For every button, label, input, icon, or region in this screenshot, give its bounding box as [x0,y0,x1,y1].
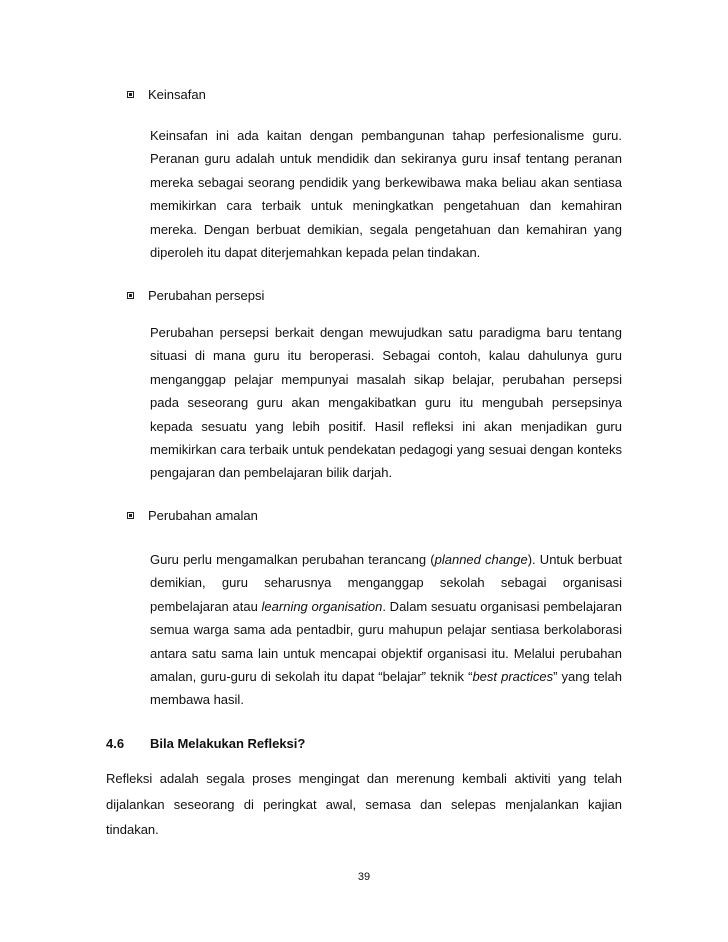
square-bullet-icon [127,91,134,98]
paragraph-keinsafan [150,124,622,264]
text-run: ). Untuk berbuat demikian, guru seharusnya menganggap sekolah sebagai organisasi pembelajaran atau [150,552,623,614]
paragraph-text: Perubahan persepsi berkait dengan mewujudkan satu paradigma baru tentang situasi di mana guru itu beroperasi. Sebagai contoh, kalau dahulunya guru menganggap pelajar mempunyai masalah sikap belajar, perubahan persepsi pada seseorang guru akan mengakibatkan guru itu mengubah persepsinya kepada sesuatu yang lebih positif. Hasil refleksi ini akan menjadikan guru memikirkan cara terbaik untuk pendekatan pedagogi yang sesuai dengan konteks pengajaran dan pembelajaran bilik darjah. [150,325,622,481]
square-bullet-icon [127,512,134,519]
paragraph-perubahan-amalan [150,548,622,712]
bullet-heading-label: Perubahan persepsi [148,288,265,303]
paragraph-perubahan-persepsi [150,321,622,485]
bullet-heading-label: Keinsafan [148,87,206,102]
italic-term: best practices [472,669,554,685]
section-heading-4-6 [106,735,305,753]
bullet-heading-label: Perubahan amalan [148,508,258,523]
paragraph-text: Refleksi adalah segala proses mengingat dan merenung kembali aktiviti yang telah dijalankan seseorang di peringkat awal, semasa dan selepas menjalankan kajian tindakan. [106,771,622,837]
bullet-heading-keinsafan [127,86,206,104]
bullet-heading-perubahan-amalan [127,507,258,525]
paragraph-text: Keinsafan ini ada kaitan dengan pembangunan tahap perfesionalisme guru. Peranan guru adalah untuk mendidik dan sekiranya guru insaf tentang peranan mereka sebagai seorang pendidik yang berkewibawa maka beliau akan sentiasa memikirkan cara terbaik untuk meningkatkan pengetahuan dan kemahiran mereka. Dengan berbuat demikian, segala pengetahuan dan kemahiran yang diperoleh itu dapat diterjemahkan kepada pelan tindakan. [150,128,622,261]
text-run: . Dalam sesuatu organisasi pembelajaran semua warga sama ada pentadbir, guru mahupun pelajar sentiasa berkolaborasi antara satu sama lain untuk mencapai objektif organisasi itu. Melalui perubahan amalan, guru-guru di sekolah itu dapat “belajar” teknik “ [150,598,622,685]
text-run: Guru perlu mengamalkan perubahan terancang ( [150,552,435,567]
italic-term: learning organisation [261,598,383,614]
paragraph-refleksi [106,766,622,843]
bullet-heading-perubahan-persepsi [127,287,264,305]
paragraph-text [150,548,622,712]
square-bullet-icon [127,292,134,299]
text-run: ” yang telah membawa hasil. [150,669,623,708]
italic-term: planned change [434,552,528,567]
page-number: 39 [357,871,371,883]
section-number: 4.6 [106,736,125,751]
section-title: Bila Melakukan Refleksi? [150,736,306,751]
